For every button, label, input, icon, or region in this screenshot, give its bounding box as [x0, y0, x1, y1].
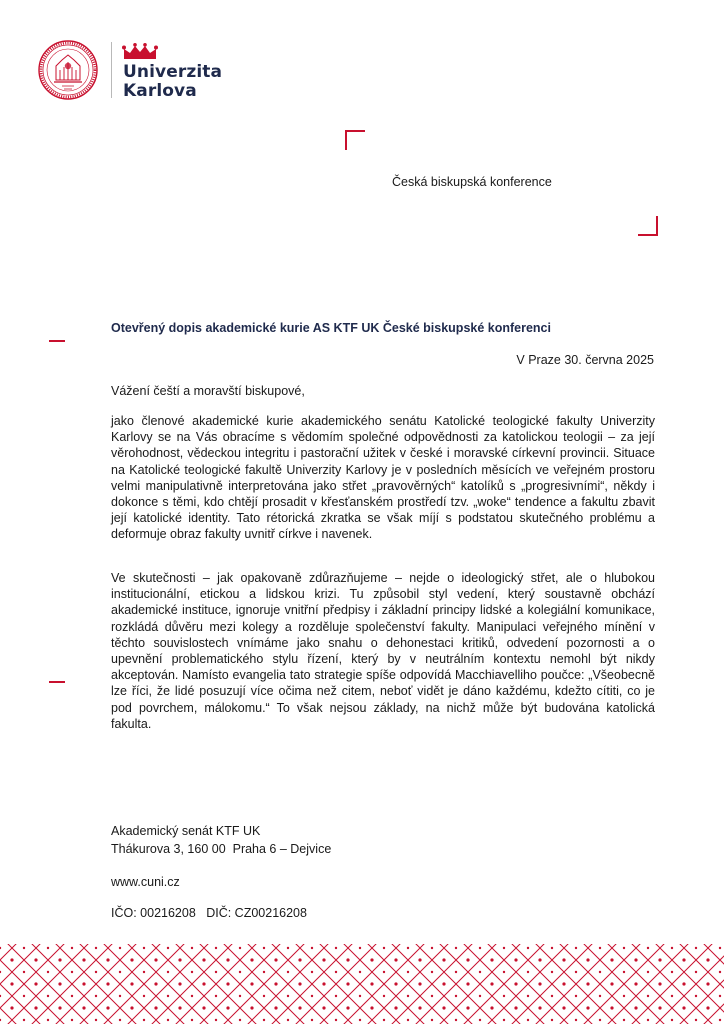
body-paragraph: jako členové akademické kurie akademického senátu Katolické teologické fakulty Univerzity Karlovy se na Vás obracíme s vědomím společné odpovědnosti za katolickou teologii – za její věrohodnost, vědeckou integritu i pastorační užitek v české i moravské církevní provincii. Situace na Katolické teologické fakultě Univerzity Karlovy je v posledních měsících ve veřejném prostoru velmi manipulativně interpretována jako střet „pravověrných“ katolíků s „progresivními“, někdy i dokonce s těmi, kdo chtějí prosadit v křesťanském prostředí tzv. „woke“ tendence a fakultu zbavit její katolické identity. Tato rétorická zkratka se však míjí s podstatou skutečného problému a deformuje obraz fakulty uvnitř církve i navenek. [111, 414, 655, 542]
university-wordmark [123, 63, 222, 101]
greeting: Vážení čeští a moravští biskupové, [111, 384, 305, 398]
letter-date: V Praze 30. června 2025 [516, 353, 654, 367]
letter-subject: Otevřený dopis akademické kurie AS KTF UK České biskupské konferenci [111, 321, 551, 335]
wordmark-line2: Karlova [123, 81, 197, 101]
footer-website-link[interactable]: www.cuni.cz [111, 875, 180, 889]
crown-icon [122, 43, 158, 60]
fold-mark [49, 340, 65, 342]
footer-organization: Akademický senát KTF UK [111, 824, 261, 838]
decorative-lattice-pattern [0, 944, 724, 1024]
body-paragraph: Ve skutečnosti – jak opakovaně zdůrazňujeme – nejde o ideologický střet, ale o hlubokou institucionální, etickou a lidskou krizi. Tu způsobil styl vedení, který soustavně obchází akademické instituce, ignoruje vnitřní předpisy i základní principy lidské a kolegiální komunikace, rozkládá důvěru mezi kolegy a rozděluje společenství fakulty. Manipulaci veřejného mínění v těchto souvislostech vnímáme jako snahu o dehonestaci kritiků, odvedení pozornosti a o upevnění problematického stylu řízení, který by v neutrálním kontextu nemohl být nikdy akceptován. Namísto evangelia tato strategie spíše odpovídá Macchiavelliho poučce: „Všeobecně lze říci, že lidé posuzují více očima než citem, neboť vidět je dáno každému, kdežto cítiti, co je pod povrchem, málokomu.“ To však nejsou základy, na nichž může být budována katolická fakulta. [111, 571, 655, 731]
address-window-corner-bottom-right [638, 216, 658, 236]
footer-address: Thákurova 3, 160 00 Praha 6 – Dejvice [111, 842, 332, 856]
recipient: Česká biskupská konference [392, 175, 552, 189]
logo-divider [111, 42, 112, 98]
address-window-corner-top-left [345, 130, 365, 150]
fold-mark [49, 681, 65, 683]
footer-company-ids: IČO: 00216208 DIČ: CZ00216208 [111, 906, 307, 920]
university-seal-logo [38, 40, 98, 100]
wordmark-line1: Univerzita [123, 62, 223, 82]
